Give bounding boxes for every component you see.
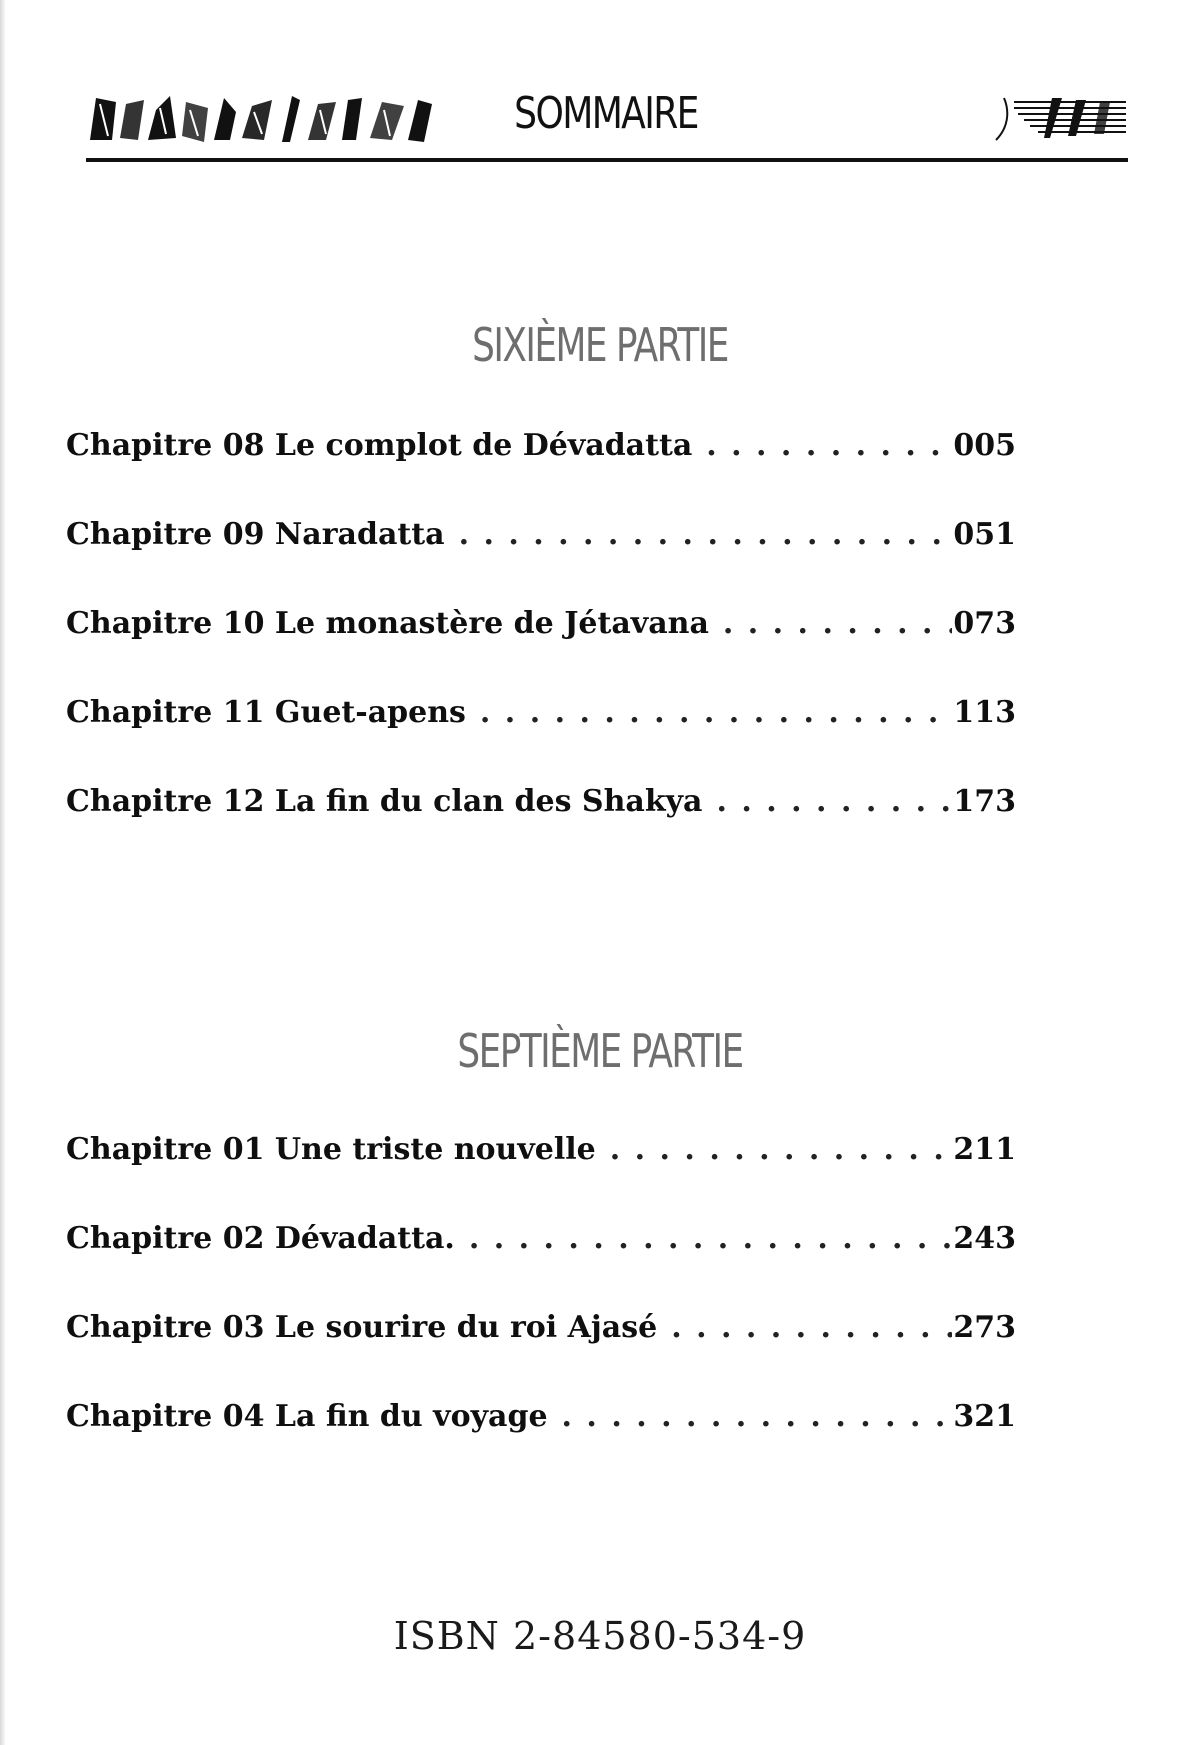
toc-entry[interactable] [66,695,1016,784]
toc-entry[interactable] [66,517,1016,606]
chapter-page: 211 [953,1132,1016,1167]
chapter-page: 173 [953,784,1016,819]
dot-leader [692,428,952,463]
toc-entry[interactable] [66,1399,1016,1488]
page-header [86,86,1128,166]
chapter-page: 321 [953,1399,1016,1434]
dot-leader [596,1132,952,1167]
chapter-label: Chapitre 12 La fin du clan des Shakya [66,784,703,819]
dot-leader [548,1399,952,1434]
chapter-page: 073 [953,606,1016,641]
chapter-label: Chapitre 02 Dévadatta. [66,1221,455,1256]
chapter-label: Chapitre 03 Le sourire du roi Ajasé [66,1310,658,1345]
manga-art-strip-icon [86,90,438,146]
page-title: SOMMAIRE [514,88,698,139]
chapter-label: Chapitre 08 Le complot de Dévadatta [66,428,693,463]
toc-entry[interactable] [66,1132,1016,1221]
chapter-page: 273 [953,1310,1016,1345]
part-title-sixieme: SIXIÈME PARTIE [472,318,728,372]
dot-leader [709,606,952,641]
chapter-label: Chapitre 10 Le monastère de Jétavana [66,606,709,641]
dot-leader [703,784,953,819]
header-rule [86,158,1128,162]
toc-entry[interactable] [66,606,1016,695]
toc-list-sixieme [66,428,1016,873]
toc-list-septieme [66,1132,1016,1488]
page-edge-shadow [0,0,6,1745]
chapter-page: 243 [953,1221,1016,1256]
chapter-page: 051 [953,517,1016,552]
chapter-label: Chapitre 09 Naradatta [66,517,445,552]
toc-entry[interactable] [66,784,1016,873]
dot-leader [657,1310,952,1345]
chapter-page: 113 [953,695,1016,730]
chapter-label: Chapitre 01 Une triste nouvelle [66,1132,596,1167]
dot-leader [455,1221,952,1256]
isbn-number: ISBN 2-84580-534-9 [393,1614,807,1658]
manga-art-fragment-icon [990,92,1128,144]
chapter-label: Chapitre 04 La fin du voyage [66,1399,548,1434]
dot-leader [466,695,952,730]
toc-entry[interactable] [66,1221,1016,1310]
toc-entry[interactable] [66,428,1016,517]
toc-entry[interactable] [66,1310,1016,1399]
dot-leader [445,517,952,552]
part-title-septieme: SEPTIÈME PARTIE [457,1024,743,1078]
chapter-label: Chapitre 11 Guet-apens [66,695,466,730]
chapter-page: 005 [953,428,1016,463]
